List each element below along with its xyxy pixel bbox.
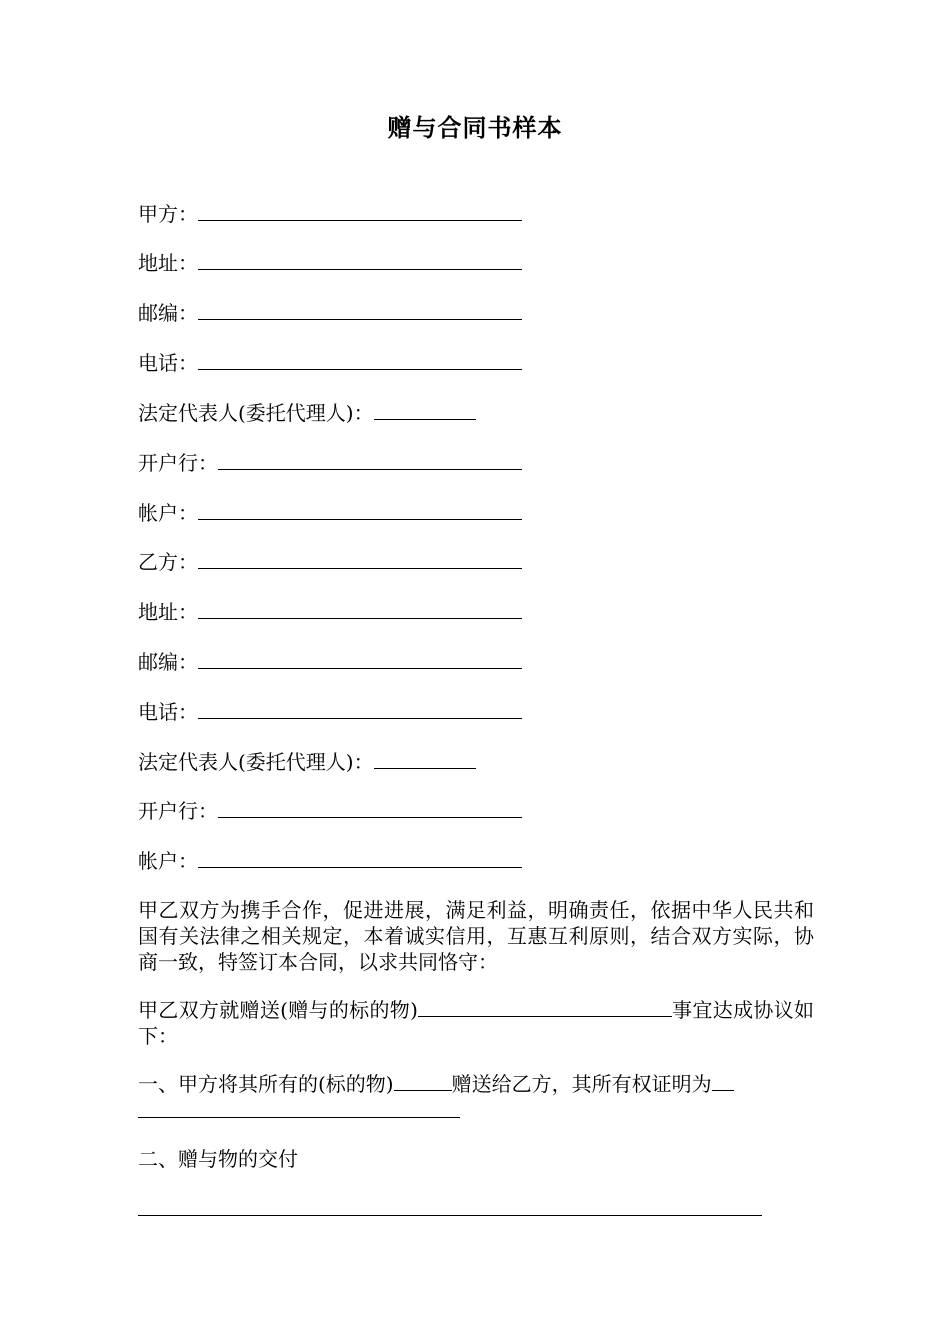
party-b-rep-blank[interactable]: [374, 748, 476, 769]
clause-1-proof-blank-start[interactable]: [712, 1070, 734, 1091]
party-b-rep-field: [138, 748, 476, 775]
party-a-postcode-blank[interactable]: [198, 299, 522, 320]
party-b-account-blank[interactable]: [198, 847, 522, 868]
party-a-rep-field: [138, 399, 476, 426]
party-a-bank-blank[interactable]: [218, 449, 522, 470]
party-a-name-label: 甲方：: [138, 202, 198, 226]
party-b-bank-label: 开户行：: [138, 799, 218, 823]
party-b-address-label: 地址：: [138, 600, 198, 624]
party-b-postcode-blank[interactable]: [198, 648, 522, 669]
party-a-phone-blank[interactable]: [198, 349, 522, 370]
party-b-account-label: 帐户：: [138, 849, 198, 873]
party-b-name-field: [138, 548, 522, 575]
party-b-postcode-field: [138, 648, 522, 675]
agreement-paragraph: [138, 996, 814, 1049]
party-b-account-field: [138, 847, 522, 874]
party-a-address-label: 地址：: [138, 251, 198, 275]
party-b-name-label: 乙方：: [138, 550, 198, 574]
party-b-bank-blank[interactable]: [218, 797, 522, 818]
party-a-account-blank[interactable]: [198, 499, 522, 520]
party-a-address-field: [138, 249, 522, 276]
party-b-address-field: [138, 598, 522, 625]
party-b-rep-label: 法定代表人(委托代理人)：: [138, 750, 374, 774]
party-a-bank-field: [138, 449, 522, 476]
party-a-phone-label: 电话：: [138, 351, 198, 375]
party-b-address-blank[interactable]: [198, 598, 522, 619]
party-a-postcode-field: [138, 299, 522, 326]
clause-1-proof-blank-continued[interactable]: [138, 1117, 460, 1118]
intro-paragraph: 甲乙双方为携手合作，促进进展，满足利益，明确责任，依据中华人民共和国有关法律之相关规定，本着诚实信用，互惠互利原则，结合双方实际，协商一致，特签订本合同，以求共同恪守：: [138, 898, 814, 974]
party-b-bank-field: [138, 797, 522, 824]
agreement-text-end: 事宜达成协议如下：: [138, 998, 815, 1048]
party-a-postcode-label: 邮编：: [138, 301, 198, 325]
clause-2-heading: 二、赠与物的交付: [138, 1147, 298, 1171]
clause-1-object-blank[interactable]: [394, 1070, 452, 1091]
gift-object-blank[interactable]: [418, 996, 672, 1017]
party-a-rep-blank[interactable]: [374, 399, 476, 420]
party-a-address-blank[interactable]: [198, 249, 522, 270]
party-b-phone-field: [138, 698, 522, 725]
party-a-account-field: [138, 499, 522, 526]
party-b-phone-label: 电话：: [138, 700, 198, 724]
clause-1-text-end: 赠送给乙方，其所有权证明为: [451, 1072, 712, 1096]
document-title: 赠与合同书样本: [387, 113, 563, 142]
clause-2-blank-line[interactable]: [138, 1215, 762, 1216]
party-a-name-blank[interactable]: [198, 200, 522, 221]
clause-1: [138, 1070, 814, 1097]
party-a-phone-field: [138, 349, 522, 376]
party-b-postcode-label: 邮编：: [138, 650, 198, 674]
party-a-account-label: 帐户：: [138, 501, 198, 525]
party-b-name-blank[interactable]: [198, 548, 522, 569]
party-b-phone-blank[interactable]: [198, 698, 522, 719]
party-a-name-field: [138, 200, 522, 227]
party-a-rep-label: 法定代表人(委托代理人)：: [138, 401, 374, 425]
agreement-text-start: 甲乙双方就赠送(赠与的标的物): [138, 998, 418, 1022]
party-a-bank-label: 开户行：: [138, 451, 218, 475]
clause-1-text-start: 一、甲方将其所有的(标的物): [138, 1072, 394, 1096]
